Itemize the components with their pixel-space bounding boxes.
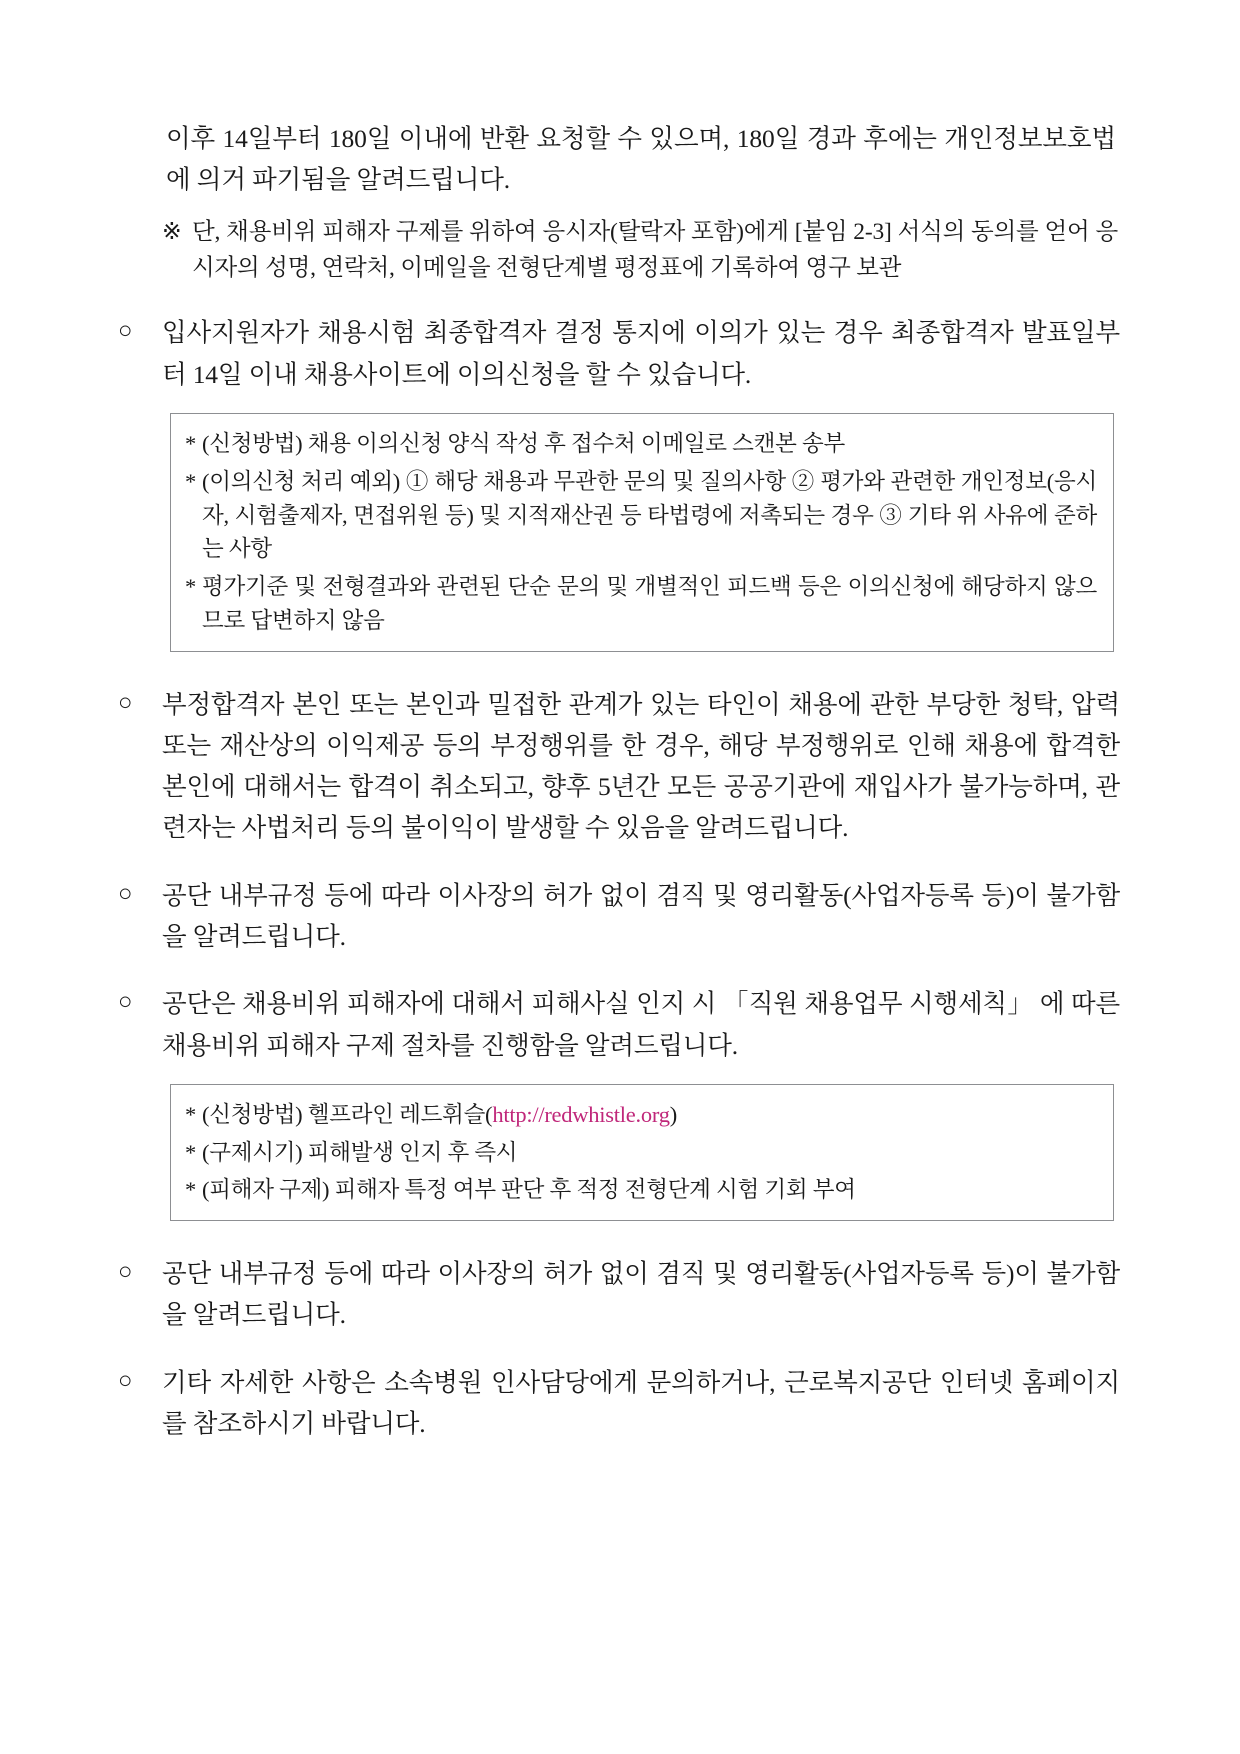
list-item — [118, 684, 1122, 849]
asterisk-icon: * — [185, 1139, 196, 1165]
list-item-text: 입사지원자가 채용시험 최종합격자 결정 통지에 이의가 있는 경우 최종합격자 발표일부터 14일 이내 채용사이트에 이의신청을 할 수 있습니다. — [162, 318, 1120, 389]
box-line — [185, 570, 1097, 638]
box-line-text: (구제시기) 피해발생 인지 후 즉시 — [202, 1139, 518, 1165]
objection-note-box — [170, 413, 1114, 652]
list-item-text: 부정합격자 본인 또는 본인과 밀접한 관계가 있는 타인이 채용에 관한 부당한 청탁, 압력 또는 재산상의 이익제공 등의 부정행위를 한 경우, 해당 부정행위로 인해 채용에 합격한 본인에 대해서는 합격이 취소되고, 향후 5년간 모든 공공기관에 재입사가 불가능하며, 관련자는 사법처리 등의 불이익이 발생할 수 있음을 알려드립니다. — [162, 689, 1120, 843]
list-item-text: 공단 내부규정 등에 따라 이사장의 허가 없이 겸직 및 영리활동(사업자등록 등)이 불가함을 알려드립니다. — [162, 880, 1120, 952]
list-item — [118, 875, 1122, 958]
list-item — [118, 312, 1122, 395]
victim-relief-note-box — [170, 1084, 1114, 1221]
note-text: 단, 채용비위 피해자 구제를 위하여 응시자(탈락자 포함)에게 [붙임 2-3] 서식의 동의를 얻어 응시자의 성명, 연락처, 이메일을 전형단계별 평정표에 기록하여 영구 보관 — [192, 218, 1118, 282]
box-line — [185, 1173, 1097, 1207]
asterisk-icon: * — [185, 1101, 196, 1127]
box-line-text-before: (신청방법) 헬프라인 레드휘슬( — [202, 1101, 493, 1127]
asterisk-icon: * — [185, 574, 196, 600]
list-item — [118, 1253, 1122, 1336]
continued-paragraph: 이후 14일부터 180일 이내에 반환 요청할 수 있으며, 180일 경과 후에는 개인정보보호법에 의거 파기됨을 알려드립니다. — [166, 124, 1116, 195]
circle-bullet-icon: ○ — [118, 689, 133, 716]
box-line — [185, 1098, 1097, 1132]
asterisk-icon: * — [185, 1177, 196, 1203]
circle-bullet-icon: ○ — [118, 880, 133, 907]
box-line-text: (피해자 구제) 피해자 특정 여부 판단 후 적정 전형단계 시험 기회 부여 — [202, 1177, 856, 1203]
box-line-text: (신청방법) 채용 이의신청 양식 작성 후 접수처 이메일로 스캔본 송부 — [202, 431, 845, 457]
list-item-text: 공단 내부규정 등에 따라 이사장의 허가 없이 겸직 및 영리활동(사업자등록 등)이 불가함을 알려드립니다. — [162, 1259, 1120, 1330]
asterisk-note — [162, 214, 1118, 287]
circle-bullet-icon: ○ — [118, 1259, 133, 1286]
circle-bullet-icon: ○ — [118, 318, 133, 345]
box-line — [185, 1136, 1097, 1170]
box-line-text-after: ) — [669, 1101, 678, 1127]
asterisk-icon: * — [185, 431, 196, 457]
list-item-text: 공단은 채용비위 피해자에 대해서 피해사실 인지 시 「직원 채용업무 시행세칙」 에 따른 채용비위 피해자 구제 절차를 진행함을 알려드립니다. — [162, 989, 1120, 1060]
list-item — [118, 1362, 1122, 1445]
list-item-text: 기타 자세한 사항은 소속병원 인사담당에게 문의하거나, 근로복지공단 인터넷 홈페이지를 참조하시기 바랍니다. — [162, 1367, 1120, 1439]
circle-bullet-icon: ○ — [118, 989, 133, 1016]
box-line — [185, 427, 1097, 461]
helpline-link[interactable]: http://redwhistle.org — [492, 1101, 670, 1127]
circle-bullet-icon: ○ — [118, 1367, 133, 1394]
list-item — [118, 983, 1122, 1066]
note-mark-icon: ※ — [162, 218, 182, 245]
asterisk-icon: * — [185, 468, 196, 494]
box-line-text — [202, 1098, 1097, 1132]
box-line — [185, 465, 1097, 566]
box-line-text: 평가기준 및 전형결과와 관련된 단순 문의 및 개별적인 피드백 등은 이의신청에 해당하지 않으므로 답변하지 않음 — [202, 574, 1097, 633]
box-line-text: (이의신청 처리 예외) ① 해당 채용과 무관한 문의 및 질의사항 ② 평가와 관련한 개인정보(응시자, 시험출제자, 면접위원 등) 및 지적재산권 등 타법령에 저촉되는 경우 ③ 기타 위 사유에 준하는 사항 — [202, 468, 1097, 562]
